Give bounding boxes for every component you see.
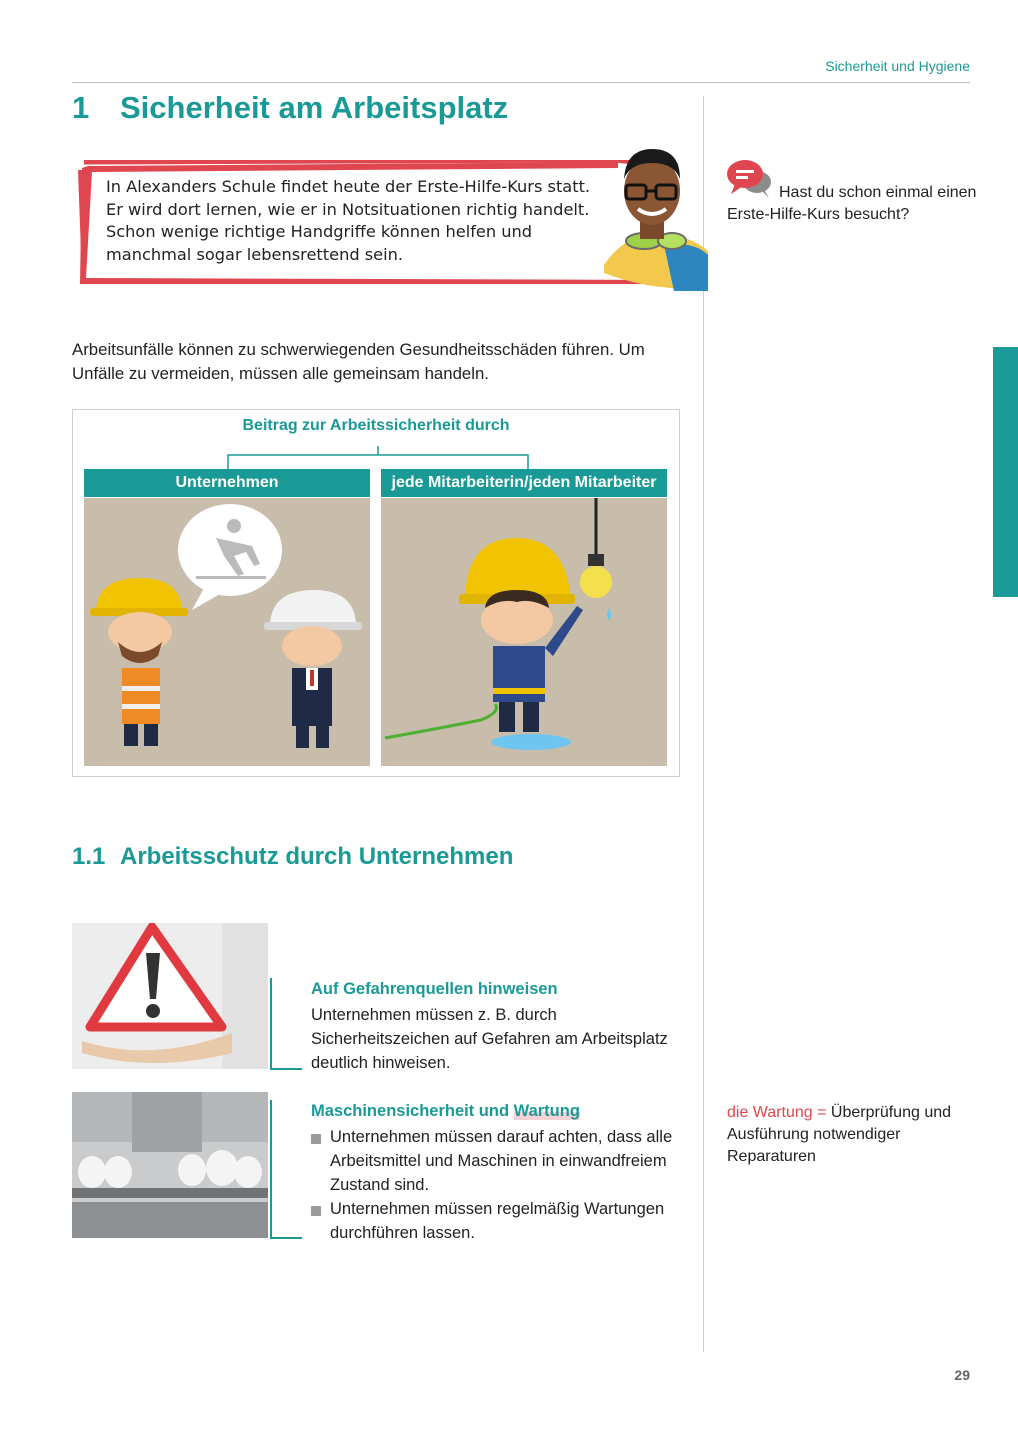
worker-lightbulb-illustration [381, 498, 667, 766]
section-title-text: Arbeitsschutz durch Unternehmen [120, 843, 514, 870]
header-divider [72, 82, 970, 83]
chapter-number: 1 [72, 90, 90, 125]
list-item: Unternehmen müssen regelmäßig Wartungen durchführen lassen. [311, 1197, 683, 1245]
heading-part: Maschinensicherheit und [311, 1102, 514, 1120]
item-heading-maintenance [311, 1102, 580, 1121]
panel-company-illustration [84, 498, 370, 766]
maintenance-bullet-list [311, 1125, 683, 1245]
chapter-tab-marker [993, 347, 1018, 597]
glossary-definition: Überprüfung und Ausführung notwendiger Reparaturen [727, 1104, 952, 1165]
warning-triangle-icon [72, 923, 268, 1069]
panel-employee-illustration [381, 498, 667, 766]
industrial-machine-illustration [72, 1092, 268, 1238]
diagram-connector [223, 446, 533, 470]
workers-discussing-illustration [84, 498, 370, 766]
glossary-term: die Wartung [727, 1104, 813, 1121]
item-heading-hazard: Auf Gefahrenquellen hinweisen [311, 980, 558, 998]
dishwasher-machine-photo [72, 1092, 268, 1238]
student-avatar [604, 145, 708, 291]
reflection-question: Hast du schon einmal einen Erste-Hilfe-Kurs besucht? [727, 184, 977, 223]
body-paragraph: Arbeitsunfälle können zu schwerwiegenden Gesundheitsschäden führen. Um Unfälle zu vermeiden, müssen alle gemeinsam handeln. [72, 340, 645, 383]
chapter-title [72, 90, 508, 126]
panel-header-company: Unternehmen [84, 469, 370, 497]
glossary-equals: = [817, 1104, 827, 1121]
item-bracket [270, 1100, 302, 1239]
page-number: 29 [954, 1367, 970, 1383]
intro-text: In Alexanders Schule findet heute der Erste-Hilfe-Kurs statt. Er wird dort lernen, wie er in Notsituationen richtig handelt. Schon wenige richtige Handgriffe können helfen und manchmal sogar lebensrettend sein. [106, 177, 591, 264]
section-title [72, 843, 513, 871]
panel-header-employee: jede Mitarbeiterin/jeden Mitarbeiter [381, 469, 667, 497]
chapter-title-text: Sicherheit am Arbeitsplatz [120, 90, 509, 125]
safety-contribution-diagram [72, 409, 680, 777]
item-text-hazard: Unternehmen müssen z. B. durch Sicherheitszeichen auf Gefahren am Arbeitsplatz deutlich hinweisen. [311, 1006, 668, 1072]
diagram-title: Beitrag zur Arbeitssicherheit durch [242, 417, 510, 434]
warning-sign-photo [72, 923, 268, 1069]
glossary-entry [727, 1102, 977, 1168]
running-head: Sicherheit und Hygiene [825, 58, 970, 74]
list-item: Unternehmen müssen darauf achten, dass alle Arbeitsmittel und Maschinen in einwandfreiem Zustand sind. [311, 1125, 683, 1197]
glossary-term-link[interactable]: Wartung [513, 1102, 580, 1120]
item-bracket [270, 978, 302, 1070]
section-number: 1.1 [72, 843, 106, 870]
